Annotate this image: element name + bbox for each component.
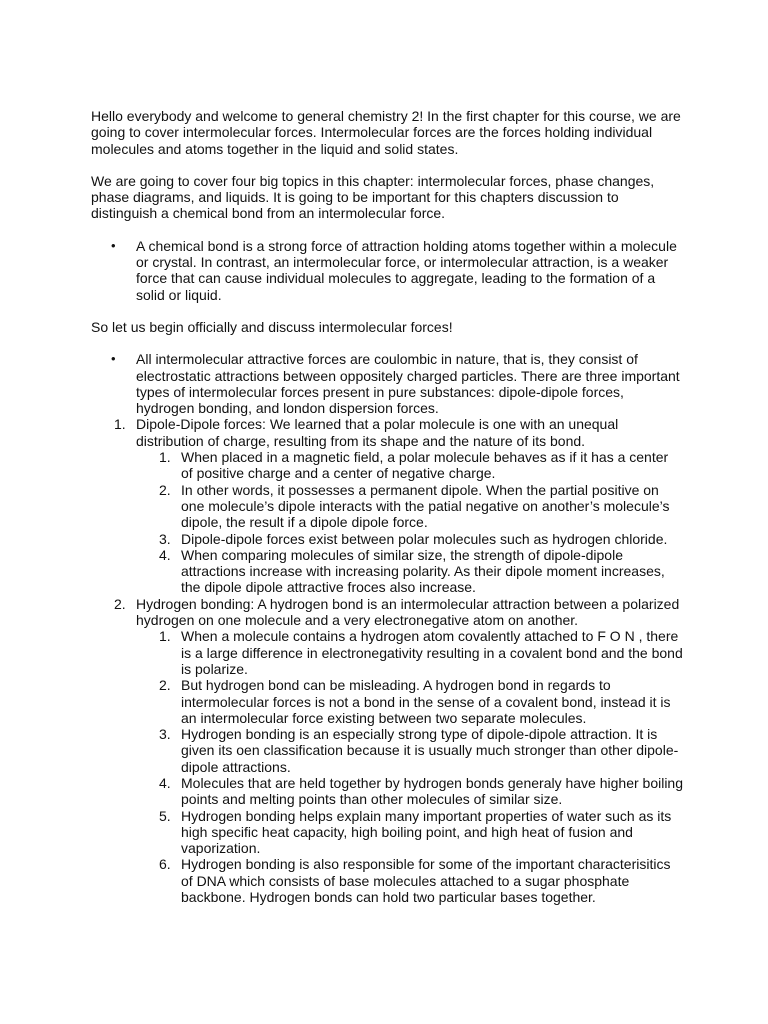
sub-list-number: 3. (159, 726, 171, 743)
list-item-text: Dipole-Dipole forces: We learned that a polar molecule is one with an unequal distribution of charge, resulting from its shape and the nature of its bond. (136, 416, 619, 449)
sub-list-item (91, 628, 683, 677)
bullet-marker: • (111, 351, 116, 367)
sub-list-item (91, 856, 683, 905)
document-body (91, 108, 683, 905)
sub-list-number: 4. (159, 774, 171, 791)
sub-list-number: 4. (159, 546, 171, 563)
bullet-item-coulombic (91, 351, 683, 416)
bullet-text: All intermolecular attractive forces are coulombic in nature, that is, they consist of electrostatic attractions between oppositely charged particles. There are three important types of intermolecular forces present in pure substances: dipole-dipole forces, hydrogen bonding, and london dispersion forces. (136, 351, 680, 417)
sub-list-text: But hydrogen bond can be misleading. A hydrogen bond in regards to intermolecular forces is not a bond in the sense of a covalent bond, instead it is an intermolecular force existing between two separate molecules. (181, 677, 671, 726)
list-item-text: Hydrogen bonding: A hydrogen bond is an intermolecular attraction between a polarized hydrogen on one molecule and a very electronegative atom on another. (136, 595, 680, 629)
sub-list-text: When comparing molecules of similar size, the strength of dipole-dipole attractions increase with increasing polarity. As their dipole moment increases, the dipole dipole attractive froces also increase. (181, 546, 665, 596)
bullet-marker: • (111, 237, 116, 253)
sub-list-text: Dipole-dipole forces exist between polar molecules such as hydrogen chloride. (181, 530, 668, 547)
topics-paragraph: We are going to cover four big topics in this chapter: intermolecular forces, phase changes, phase diagrams, and liquids. It is going to be important for this chapters discussion to distinguish a chemical bond from an intermolecular force. (91, 172, 655, 222)
list-item-hydrogen-bonding (91, 596, 683, 629)
list-number: 2. (114, 595, 126, 612)
sub-list-text: Hydrogen bonding helps explain many important properties of water such as its high specific heat capacity, high boiling point, and high heat of fusion and vaporization. (181, 807, 672, 857)
sub-list-number: 1. (159, 628, 171, 645)
sub-list-number: 2. (159, 481, 171, 498)
sub-list-item (91, 482, 683, 531)
sub-list-item (91, 531, 683, 547)
sub-list-item (91, 808, 683, 857)
bullet-text: A chemical bond is a strong force of attraction holding atoms together within a molecule or crystal. In contrast, an intermolecular force, or intermolecular attraction, is a weaker force that can cause individual molecules to aggregate, leading to the formation of a solid or liquid. (136, 237, 677, 303)
sub-list-number: 5. (159, 807, 171, 824)
list-item-dipole-dipole (91, 416, 683, 449)
sub-list-text: Molecules that are held together by hydrogen bonds generaly have higher boiling points and melting points than other molecules of similar size. (181, 774, 684, 808)
sub-list-number: 6. (159, 856, 171, 873)
sub-list-item (91, 726, 683, 775)
sub-list-text: Hydrogen bonding is also responsible for some of the important characterisitics of DNA which consists of base molecules attached to a sugar phosphate backbone. Hydrogen bonds can hold two particular bases together. (181, 856, 671, 906)
sub-list-number: 2. (159, 677, 171, 694)
sub-list-number: 1. (159, 449, 171, 466)
sub-list-text: In other words, it possesses a permanent dipole. When the partial positive on one molecule’s dipole interacts with the patial negative on another’s molecule’s dipole, the result if a dipole dipole force. (181, 481, 670, 531)
begin-paragraph: So let us begin officially and discuss intermolecular forces! (91, 318, 453, 335)
bullet-item-chemical-bond (91, 238, 683, 303)
list-number: 1. (114, 416, 126, 433)
sub-list-text: Hydrogen bonding is an especially strong type of dipole-dipole attraction. It is given its oen classification because it is usually much stronger than other dipole-dipole attractions. (181, 726, 679, 775)
sub-list-item (91, 449, 683, 482)
sub-list-item (91, 775, 683, 808)
sub-list-item (91, 677, 683, 726)
sub-list-text: When placed in a magnetic field, a polar molecule behaves as if it has a center of positive charge and a center of negative charge. (181, 449, 669, 482)
sub-list-item (91, 547, 683, 596)
intro-paragraph: Hello everybody and welcome to general chemistry 2! In the first chapter for this course, we are going to cover intermolecular forces. Intermolecular forces are the forces holding individual molecules and atoms together in the liquid and solid states. (91, 108, 681, 157)
sub-list-number: 3. (159, 530, 171, 547)
sub-list-text: When a molecule contains a hydrogen atom covalently attached to F O N , there is a large difference in electronegativity resulting in a covalent bond and the bond is polarize. (181, 628, 683, 677)
